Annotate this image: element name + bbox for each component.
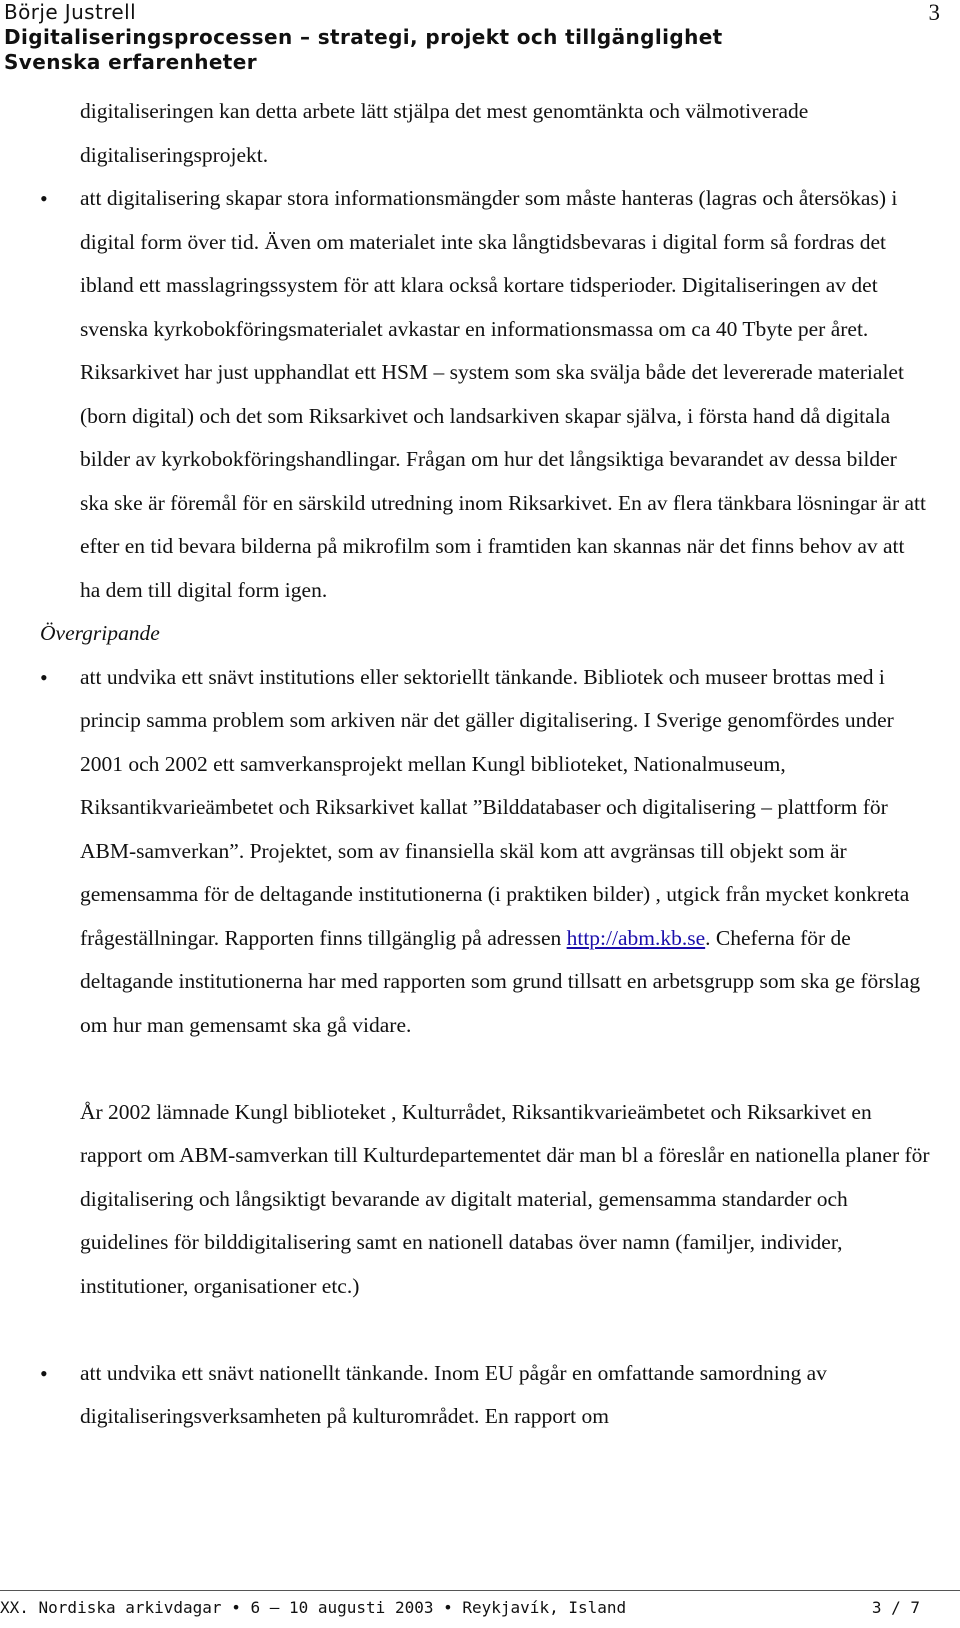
footer-page-count: 3 / 7 xyxy=(871,1598,920,1617)
bullet-text-before-link: att undvika ett snävt institutions eller sektoriellt tänkande. Bibliotek och museer brottas med i princip samma problem som arkiven när det gäller digitalisering. I Sverige genomfördes under 2001 och 2002 ett samverkansprojekt mellan Kungl biblioteket, Nationalmuseum, Riksantikvarieämbetet och Riksarkivet kallat ”Bilddatabaser och digitalisering – plattform för ABM-samverkan”. Projektet, som av finansiella skäl kom att avgränsas till objekt som är gemensamma för de deltagande institutionerna (i praktiken bilder) , utgick från mycket konkreta frågeställningar. Rapporten finns tillgänglig på adressen xyxy=(80,664,910,950)
footer-conference: XX. Nordiska arkivdagar • 6 – 10 augusti 2003 • Reykjavík, Island xyxy=(0,1598,627,1617)
spacer xyxy=(40,1308,930,1352)
bullet-text: att digitalisering skapar stora informationsmängder som måste hanteras (lagras och återsökas) i digital form över tid. Även om materialet inte ska långtidsbevaras i digital form så fordras det ibland ett masslagringssystem för att klara också kortare tidsperioder. Digitaliseringen av det svenska kyrkobokföringsmaterialet avkastar en informationsmassa om ca 40 Tbyte per året. Riksarkivet har just upphandlat ett HSM – system som ska svälja både det levererade materialet (born digital) och det som Riksarkivet och landsarkiven skapar själva, i första hand då digitala bilder av kyrkobokföringshandlingar. Frågan om hur det långsiktiga bevarandet av dessa bilder ska ske är föremål för en särskild utredning inom Riksarkivet. En av flera tänkbara lösningar är att efter en tid bevara bilderna på mikrofilm som i framtiden kan skannas när det finns behov av att ha dem till digital form igen. xyxy=(80,186,926,602)
abm-report-link[interactable]: http://abm.kb.se xyxy=(566,925,706,950)
bullet-item-national-thinking xyxy=(40,1352,930,1439)
bullet-text-after-link: . Cheferna för de deltagande institutionerna har med rapporten som grund tillsatt en arbetsgrupp som ska ge förslag om hur man gemensamt ska gå vidare. xyxy=(80,925,921,1037)
bullet-item-information-volumes xyxy=(40,177,930,612)
footer-divider xyxy=(0,1590,960,1591)
header-author: Börje Justrell xyxy=(4,0,137,24)
page-number: 3 xyxy=(928,0,940,25)
bullet-icon: • xyxy=(40,1360,48,1386)
page-header xyxy=(4,0,954,75)
bullet-item-institutional-thinking xyxy=(40,656,930,1048)
paragraph-continuation: digitaliseringen kan detta arbete lätt stjälpa det mest genomtänkta och välmotiverade digitaliseringsprojekt. xyxy=(80,99,809,167)
header-title: Digitaliseringsprocessen – strategi, projekt och tillgänglighet xyxy=(4,25,723,49)
bullet-icon: • xyxy=(40,186,48,211)
bullet-icon: • xyxy=(40,664,48,690)
bullet-text: att undvika ett snävt nationellt tänkande. Inom EU pågår en omfattande samordning av digitaliseringsverksamheten på kulturområdet. En rapport om xyxy=(80,1360,827,1428)
page-footer xyxy=(0,1597,920,1619)
paragraph-abm-report: År 2002 lämnade Kungl biblioteket , Kulturrådet, Riksantikvarieämbetet och Riksarkivet en rapport om ABM-samverkan till Kulturdepartementet där man bl a föreslår en nationella planer för digitalisering och långsiktigt bevarande av digitalt material, gemensamma standarder och guidelines för bilddigitalisering samt en nationell databas över namn (familjer, individer, institutioner, organisationer etc.) xyxy=(80,1099,930,1298)
bullet-text xyxy=(80,665,920,1037)
document-body xyxy=(40,90,930,1439)
spacer xyxy=(40,1047,930,1091)
header-subtitle: Svenska erfarenheter xyxy=(4,50,257,74)
section-heading: Övergripande xyxy=(40,621,160,645)
